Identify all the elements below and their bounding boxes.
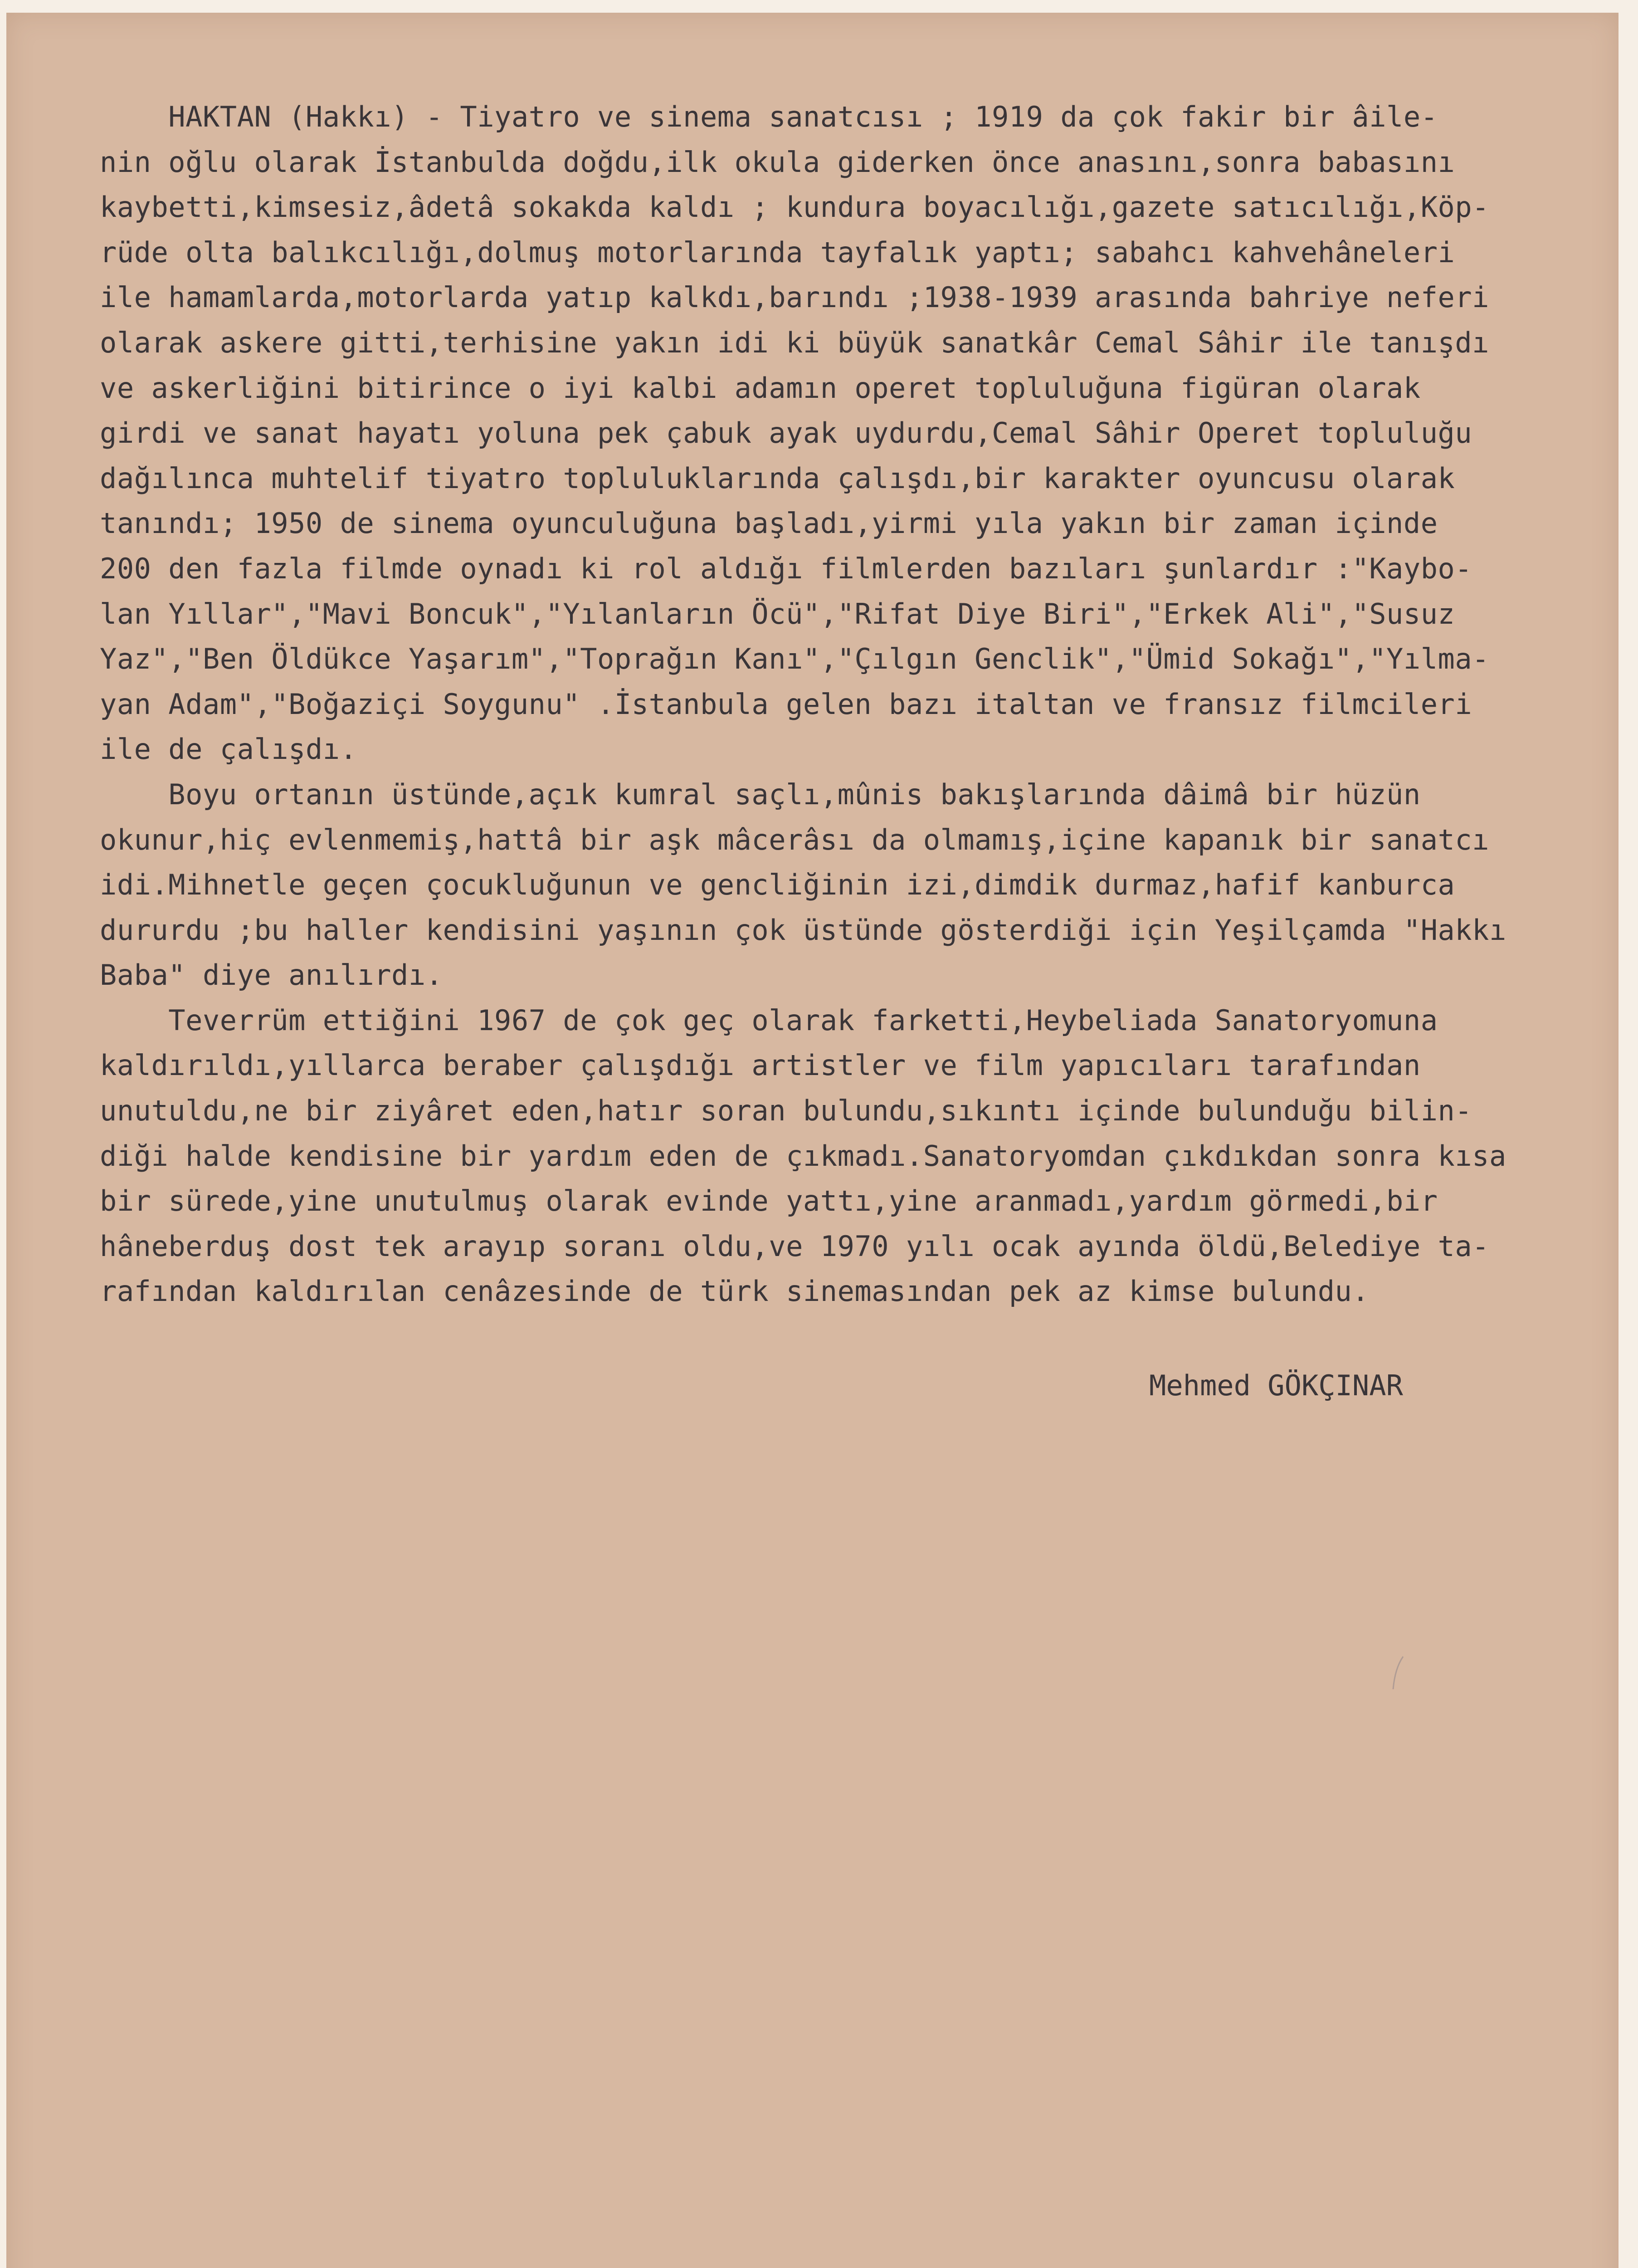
text-line: okunur,hiç evlenmemiş,hattâ bir aşk mâcerâsı da olmamış,içine kapanık bir sanatcı	[100, 823, 1489, 856]
text-line: idi.Mihnetle geçen çocukluğunun ve gencliğinin izi,dimdik durmaz,hafif kanburca	[100, 868, 1455, 902]
text-line: ve askerliğini bitirince o iyi kalbi adamın operet topluluğuna figüran olarak	[100, 371, 1421, 405]
text-line: diği halde kendisine bir yardım eden de çıkmadı.Sanatoryomdan çıkdıkdan sonra kısa	[100, 1139, 1506, 1173]
typed-text-body	[100, 94, 1578, 1314]
text-line: nin oğlu olarak İstanbulda doğdu,ilk okula giderken önce anasını,sonra babasını	[100, 145, 1455, 179]
text-line: rüde olta balıkcılığı,dolmuş motorlarında tayfalık yaptı; sabahcı kahvehâneleri	[100, 235, 1455, 269]
text-line: ile de çalışdı.	[100, 733, 357, 766]
text-line: kaybetti,kimsesiz,âdetâ sokakda kaldı ; kundura boyacılığı,gazete satıcılığı,Köp-	[100, 191, 1489, 224]
text-line: Teverrüm ettiğini 1967 de çok geç olarak farketti,Heybeliada Sanatoryomuna	[100, 1003, 1438, 1037]
text-line: lan Yıllar","Mavi Boncuk","Yılanların Öcü","Rifat Diye Biri","Erkek Ali","Susuz	[100, 597, 1455, 631]
text-line: dururdu ;bu haller kendisini yaşının çok üstünde gösterdiği için Yeşilçamda "Hakkı	[100, 913, 1506, 947]
text-line: girdi ve sanat hayatı yoluna pek çabuk ayak uydurdu,Cemal Sâhir Operet topluluğu	[100, 416, 1472, 450]
author-signature: Mehmed GÖKÇINAR	[1149, 1369, 1403, 1402]
paper-sheet	[6, 13, 1618, 2268]
text-line: Baba" diye anılırdı.	[100, 958, 443, 992]
text-line: bir sürede,yine unutulmuş olarak evinde yattı,yine aranmadı,yardım görmedi,bir	[100, 1184, 1438, 1218]
text-line: tanındı; 1950 de sinema oyunculuğuna başladı,yirmi yıla yakın bir zaman içinde	[100, 507, 1438, 540]
text-line: hâneberduş dost tek arayıp soranı oldu,ve 1970 yılı ocak ayında öldü,Belediye ta-	[100, 1229, 1489, 1263]
text-line: Yaz","Ben Öldükce Yaşarım","Toprağın Kanı","Çılgın Genclik","Ümid Sokağı","Yılma-	[100, 642, 1489, 676]
text-line: unutuldu,ne bir ziyâret eden,hatır soran bulundu,sıkıntı içinde bulunduğu bilin-	[100, 1094, 1472, 1128]
text-line: olarak askere gitti,terhisine yakın idi ki büyük sanatkâr Cemal Sâhir ile tanışdı	[100, 326, 1489, 359]
text-line: 200 den fazla filmde oynadı ki rol aldığı filmlerden bazıları şunlardır :"Kaybo-	[100, 552, 1472, 585]
text-line: kaldırıldı,yıllarca beraber çalışdığı artistler ve film yapıcıları tarafından	[100, 1049, 1421, 1082]
text-line: HAKTAN (Hakkı) - Tiyatro ve sinema sanatcısı ; 1919 da çok fakir bir âile-	[100, 100, 1438, 133]
text-line: ile hamamlarda,motorlarda yatıp kalkdı,barındı ;1938-1939 arasında bahriye neferi	[100, 281, 1489, 314]
text-line: yan Adam","Boğaziçi Soygunu" .İstanbula gelen bazı italtan ve fransız filmcileri	[100, 687, 1472, 721]
text-line: Boyu ortanın üstünde,açık kumral saçlı,mûnis bakışlarında dâimâ bir hüzün	[100, 777, 1421, 811]
text-line: dağılınca muhtelif tiyatro topluluklarında çalışdı,bir karakter oyuncusu olarak	[100, 461, 1455, 495]
text-line: rafından kaldırılan cenâzesinde de türk sinemasından pek az kimse bulundu.	[100, 1275, 1370, 1308]
pencil-mark	[1389, 1655, 1408, 1691]
